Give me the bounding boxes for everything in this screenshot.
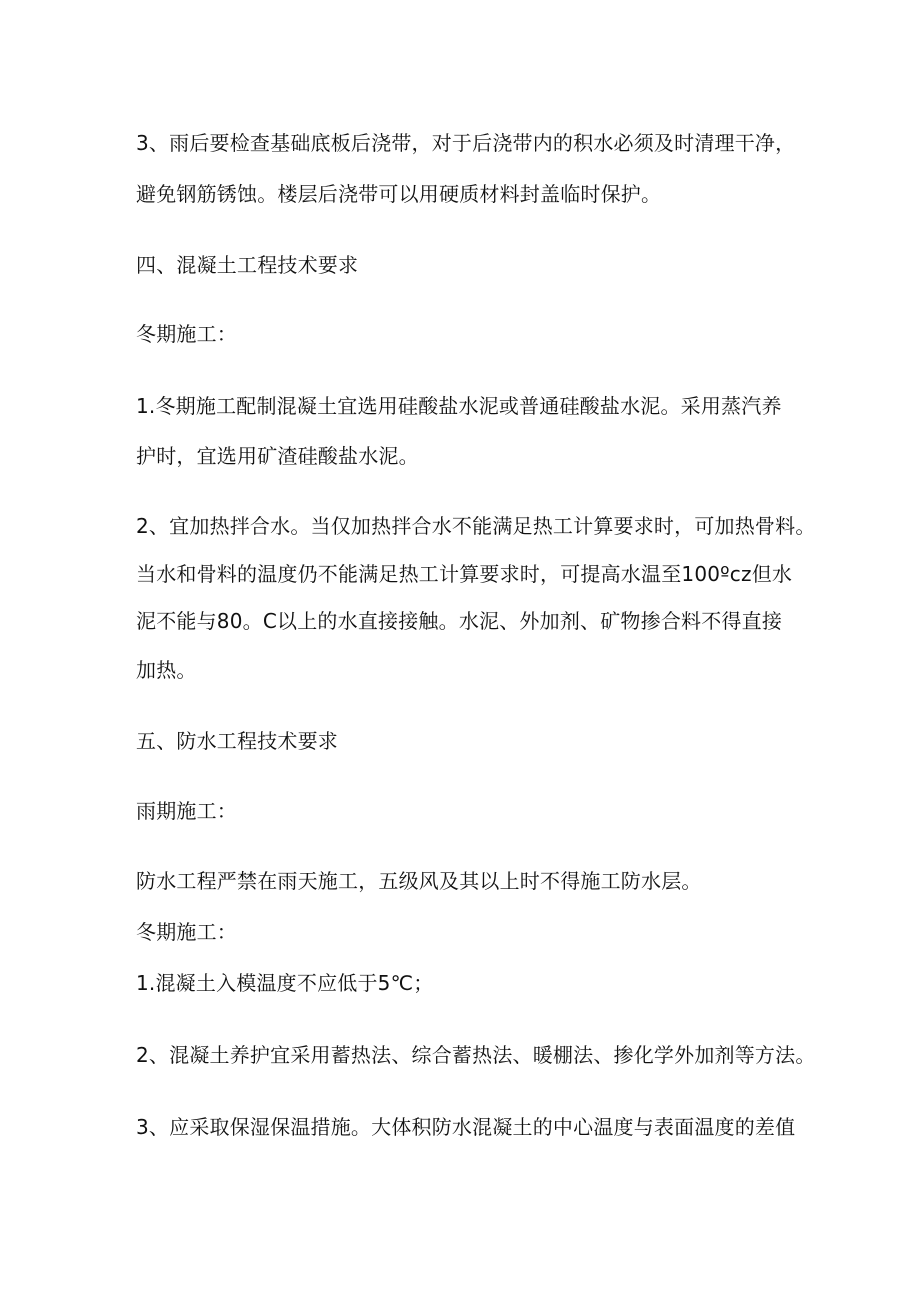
subsection-heading: 雨期施工： [136, 799, 237, 823]
paragraph-line: 避免钢筋锈蚀。楼层后浇带可以用硬质材料封盖临时保护。 [136, 182, 662, 206]
paragraph-line: 1.冬期施工配制混凝土宜选用硅酸盐水泥或普通硅酸盐水泥。采用蒸汽养 [136, 394, 782, 418]
paragraph-line: 防水工程严禁在雨天施工，五级风及其以上时不得施工防水层。 [136, 869, 702, 893]
section-heading: 四、混凝土工程技术要求 [136, 253, 359, 277]
subsection-heading: 冬期施工： [136, 322, 237, 346]
paragraph-line: 3、应采取保湿保温措施。大体积防水混凝土的中心温度与表面温度的差值 [136, 1115, 796, 1139]
paragraph-line: 护时，宜选用矿渣硅酸盐水泥。 [136, 444, 419, 468]
paragraph-line: 2、混凝土养护宜采用蓄热法、综合蓄热法、暖棚法、掺化学外加剂等方法。 [136, 1043, 816, 1067]
paragraph-line: 泥不能与80。C以上的水直接接触。水泥、外加剂、矿物掺合料不得直接 [136, 609, 783, 633]
paragraph-line: 1.混凝土入模温度不应低于5℃； [136, 971, 434, 995]
paragraph-line: 2、宜加热拌合水。当仅加热拌合水不能满足热工计算要求时，可加热骨料。 [136, 514, 816, 538]
section-heading: 五、防水工程技术要求 [136, 729, 338, 753]
subsection-heading: 冬期施工： [136, 920, 237, 944]
paragraph-line: 3、雨后要检查基础底板后浇带，对于后浇带内的积水必须及时清理干净， [136, 131, 796, 155]
paragraph-line: 当水和骨料的温度仍不能满足热工计算要求时，可提高水温至100ºcz但水 [136, 562, 793, 586]
paragraph-line: 加热。 [136, 658, 197, 682]
